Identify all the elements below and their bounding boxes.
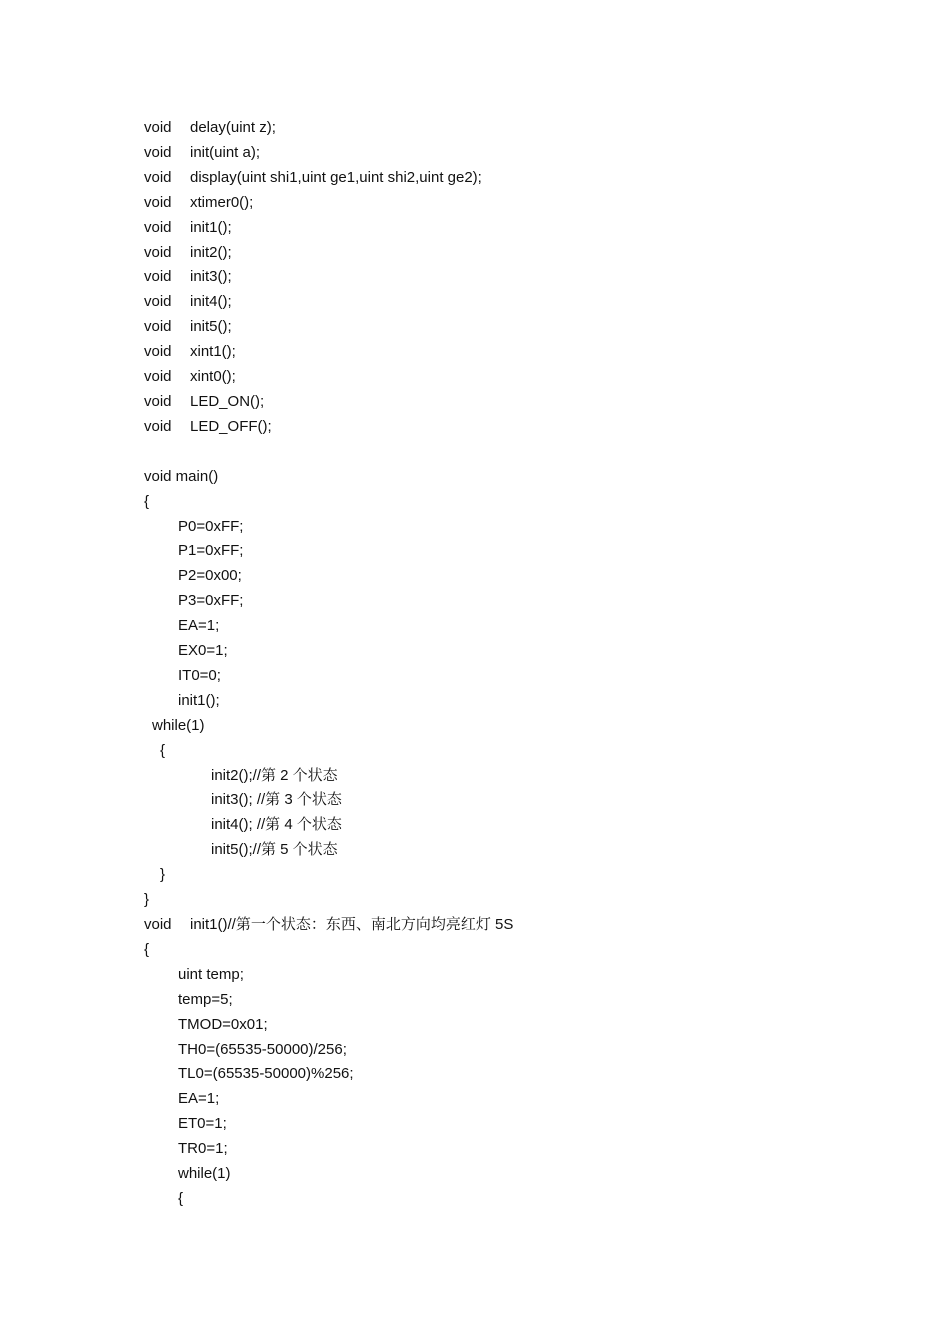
prototype-line bbox=[144, 116, 904, 141]
keyword: void bbox=[144, 392, 172, 410]
code-text: display(uint shi1,uint ge1,uint shi2,uint ge2); bbox=[190, 168, 482, 186]
close-brace: } bbox=[144, 891, 150, 909]
code-text: init4(); bbox=[190, 293, 232, 311]
keyword: void bbox=[144, 368, 172, 386]
open-brace: { bbox=[144, 940, 150, 958]
code-line: init2();//第 2 个状态 bbox=[211, 766, 338, 784]
prototype-line bbox=[144, 191, 904, 216]
open-brace: { bbox=[160, 741, 166, 759]
code-line: IT0=0; bbox=[178, 666, 221, 684]
code-line: init1(); bbox=[178, 691, 220, 709]
code-text: delay(uint z); bbox=[190, 119, 276, 136]
code-line: P3=0xFF; bbox=[178, 592, 244, 610]
code-line: TR0=1; bbox=[178, 1140, 228, 1158]
prototype-line bbox=[144, 315, 904, 340]
keyword: void bbox=[144, 143, 172, 161]
prototype-line bbox=[144, 265, 904, 290]
code-text: init2(); bbox=[190, 243, 232, 261]
code-line: EA=1; bbox=[178, 617, 220, 635]
code-line: init4(); //第 4 个状态 bbox=[211, 816, 342, 834]
code-line: TMOD=0x01; bbox=[178, 1015, 268, 1033]
keyword: void bbox=[144, 218, 172, 236]
code-line: uint temp; bbox=[178, 965, 244, 983]
code-line: { bbox=[178, 1189, 184, 1207]
init1-header bbox=[144, 913, 904, 938]
prototype-line bbox=[144, 166, 904, 191]
while-line: while(1) bbox=[152, 716, 205, 734]
prototype-line bbox=[144, 365, 904, 390]
code-line: ET0=1; bbox=[178, 1115, 227, 1133]
keyword: void bbox=[144, 293, 172, 311]
prototype-line bbox=[144, 340, 904, 365]
keyword: void bbox=[144, 318, 172, 336]
keyword: void bbox=[144, 243, 172, 261]
code-line: TL0=(65535-50000)%256; bbox=[178, 1065, 354, 1083]
code-text: init5(); bbox=[190, 318, 232, 336]
code-text: init3(); bbox=[190, 268, 232, 286]
code-line: temp=5; bbox=[178, 990, 233, 1008]
keyword: void bbox=[144, 168, 172, 186]
code-line: P1=0xFF; bbox=[178, 542, 244, 560]
keyword: void bbox=[144, 119, 172, 136]
keyword: void bbox=[144, 343, 172, 361]
keyword: void bbox=[144, 417, 172, 435]
prototype-line bbox=[144, 141, 904, 166]
prototype-line bbox=[144, 290, 904, 315]
code-text: init1()//第一个状态：东西、南北方向均亮红灯 5S bbox=[190, 916, 514, 933]
code-line: P0=0xFF; bbox=[178, 517, 244, 535]
code-line: EX0=1; bbox=[178, 642, 228, 660]
code-text: LED_ON(); bbox=[190, 392, 265, 410]
code-text: xint1(); bbox=[190, 343, 236, 361]
code-line: init5();//第 5 个状态 bbox=[211, 841, 338, 859]
prototype-line bbox=[144, 390, 904, 415]
code-text: init1(); bbox=[190, 218, 232, 236]
code-text: LED_OFF(); bbox=[190, 417, 272, 435]
code-text: xtimer0(); bbox=[190, 193, 254, 211]
keyword: void bbox=[144, 193, 172, 211]
code-line: EA=1; bbox=[178, 1090, 220, 1108]
code-text: xint0(); bbox=[190, 368, 236, 386]
code-line: TH0=(65535-50000)/256; bbox=[178, 1040, 347, 1058]
open-brace: { bbox=[144, 492, 150, 510]
code-text: init(uint a); bbox=[190, 143, 261, 161]
code-line: while(1) bbox=[178, 1165, 231, 1183]
blank-line bbox=[144, 440, 904, 465]
prototype-line bbox=[144, 241, 904, 266]
code-line: P2=0x00; bbox=[178, 567, 242, 585]
main-header: void main() bbox=[144, 467, 219, 485]
prototype-line bbox=[144, 216, 904, 241]
code-listing bbox=[144, 116, 904, 1212]
keyword: void bbox=[144, 916, 172, 933]
close-brace: } bbox=[160, 866, 166, 884]
prototype-line bbox=[144, 415, 904, 440]
keyword: void bbox=[144, 268, 172, 286]
code-line: init3(); //第 3 个状态 bbox=[211, 791, 342, 809]
